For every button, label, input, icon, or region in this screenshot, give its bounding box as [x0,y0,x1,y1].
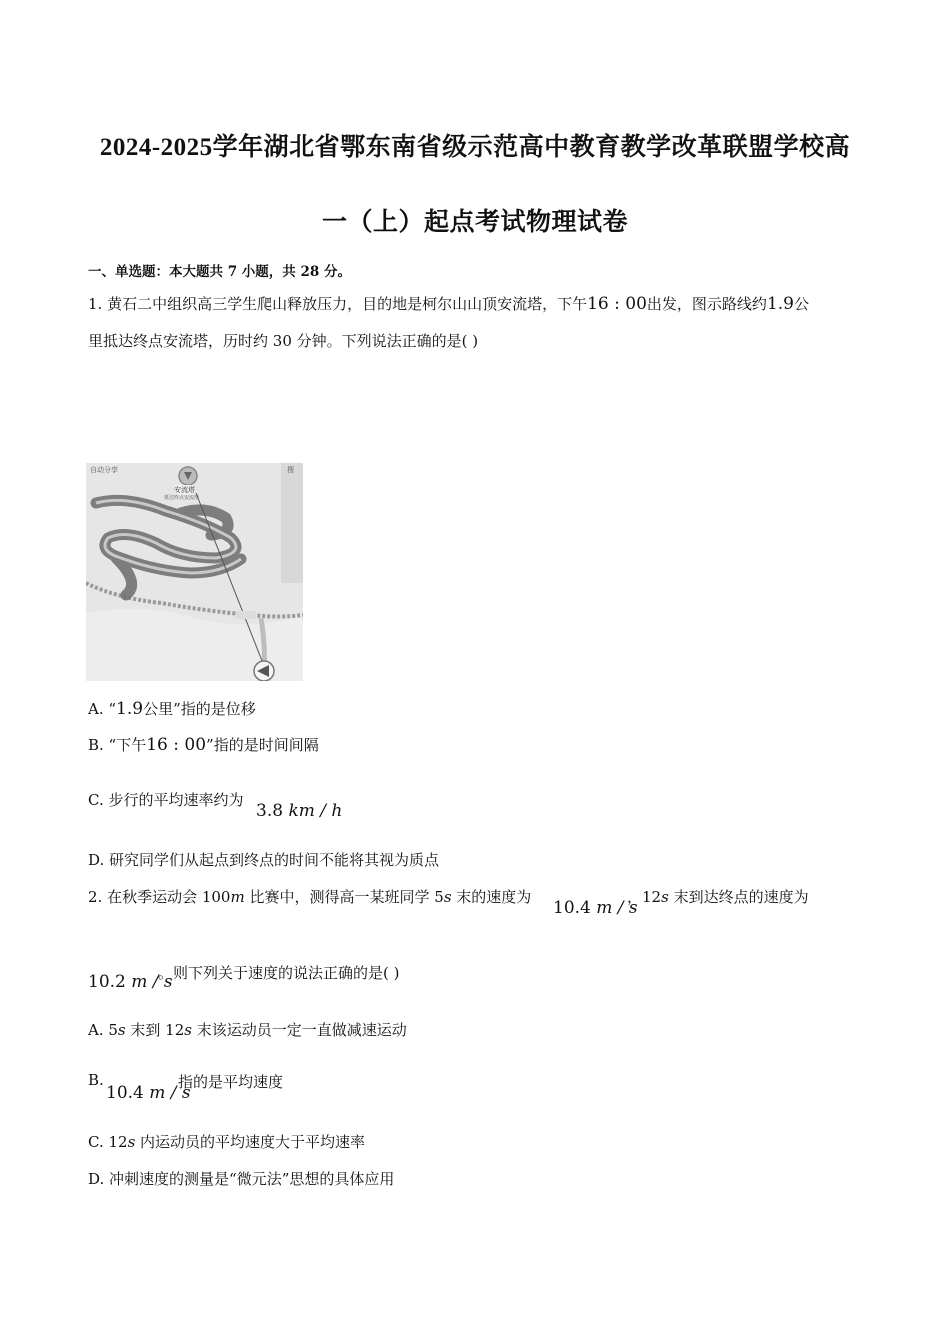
q2-option-c-text-a: C. 12 [88,1133,128,1151]
q1-text-unit: 公 [793,295,809,313]
q1-option-a-prefix: A. “ [88,700,117,718]
map-label-arrive: 抵达终点安流塔 [164,495,200,501]
q2-text-b: 比赛中，测得高一某班同学 5 [244,888,444,906]
q2-option-a-text-b: 末到 12 [125,1021,185,1039]
map-label-search: 搜 [287,466,294,474]
q2-option-a-text-a: A. 5 [88,1021,118,1039]
q1-option-c-unit: km / h [288,801,343,821]
q2-unit-s: s [443,888,452,906]
q1-text-b: 出发，图示路线约 [646,295,767,313]
q2-option-a-s1: s [117,1021,126,1039]
q2-speed-1-value: 10.4 [553,898,591,918]
q2-option-a-s2: s [184,1021,192,1039]
q2-option-b-label[interactable]: B. [88,1071,104,1089]
q2-speed-1-unit: m / s [596,898,638,918]
q2-line1 [88,886,531,907]
q2-speed-2-value: 10.2 [88,972,126,992]
q1-text-a: 黄石二中组织高三学生爬山释放压力，目的地是柯尔山山顶安流塔，下午 [107,295,588,313]
q1-option-c-text: C. 步行的平均速率约为 [88,791,244,809]
q2-option-c[interactable] [88,1131,365,1152]
q2-line2-text: 。则下列关于速度的说法正确的是( ) [158,964,400,982]
section-heading-single-choice: 一、单选题：本大题共 7 小题，共 28 分。 [88,264,351,280]
q2-option-c-text-b: 内运动员的平均速度大于平均速率 [135,1133,366,1151]
q1-option-c[interactable] [88,789,243,810]
q1-option-c-value: 3.8 [256,801,284,821]
q1-number: 1. [88,295,103,313]
q2-text-d: ，12 [627,888,662,906]
q2-text-c: 末的速度为 [451,888,532,906]
q2-speed-2-unit: m / s [131,972,173,992]
q1-option-b[interactable] [88,734,319,755]
q1-distance: 1.9 [766,294,794,314]
q2-option-b-unit: m / s [149,1083,191,1103]
q1-option-b-prefix: B. “下午 [88,736,147,754]
q2-option-a-text-c: 末该运动员一定一直做减速运动 [191,1021,407,1039]
q2-option-c-s: s [127,1133,136,1151]
q1-option-c-formula [256,801,342,821]
q2-unit-s-2: s [661,888,669,906]
q1-line1 [88,293,809,314]
q1-line2: 里抵达终点安流塔，历时约 30 分钟。下列说法正确的是( ) [88,332,479,350]
map-label-tower: 安流塔 [174,486,195,494]
route-map-figure [86,463,303,681]
q2-option-d[interactable]: D. 冲刺速度的测量是“微元法”思想的具体应用 [88,1170,395,1188]
exam-title-line2: 一（上）起点考试物理试卷 [321,209,628,236]
q2-option-b-value: 10.4 [106,1083,144,1103]
q1-option-a-text: 公里”指的是位移 [143,700,256,718]
q2-option-a[interactable] [88,1019,407,1040]
q2-option-b-text: 指的是平均速度 [178,1073,284,1091]
q2-line1-tail [627,886,809,907]
q1-option-b-value: 16 : 00 [146,735,207,755]
q2-text-a: 2. 在秋季运动会 100 [88,888,231,906]
map-label-share: 自动分享 [90,466,118,474]
q1-option-d[interactable]: D. 研究同学们从起点到终点的时间不能将其视为质点 [88,851,440,869]
q1-option-b-text: ”指的是时间间隔 [206,736,319,754]
q1-time: 16 : 00 [587,294,647,314]
exam-title-line1: 2024-2025学年湖北省鄂东南省级示范高中教育教学改革联盟学校高 [99,134,851,161]
q1-option-a-value: 1.9 [116,699,144,719]
q1-option-a[interactable] [88,698,256,719]
q2-speed-1 [553,898,638,918]
q2-unit-m: m [230,888,245,906]
q2-text-e: 末到达终点的速度为 [668,888,809,906]
